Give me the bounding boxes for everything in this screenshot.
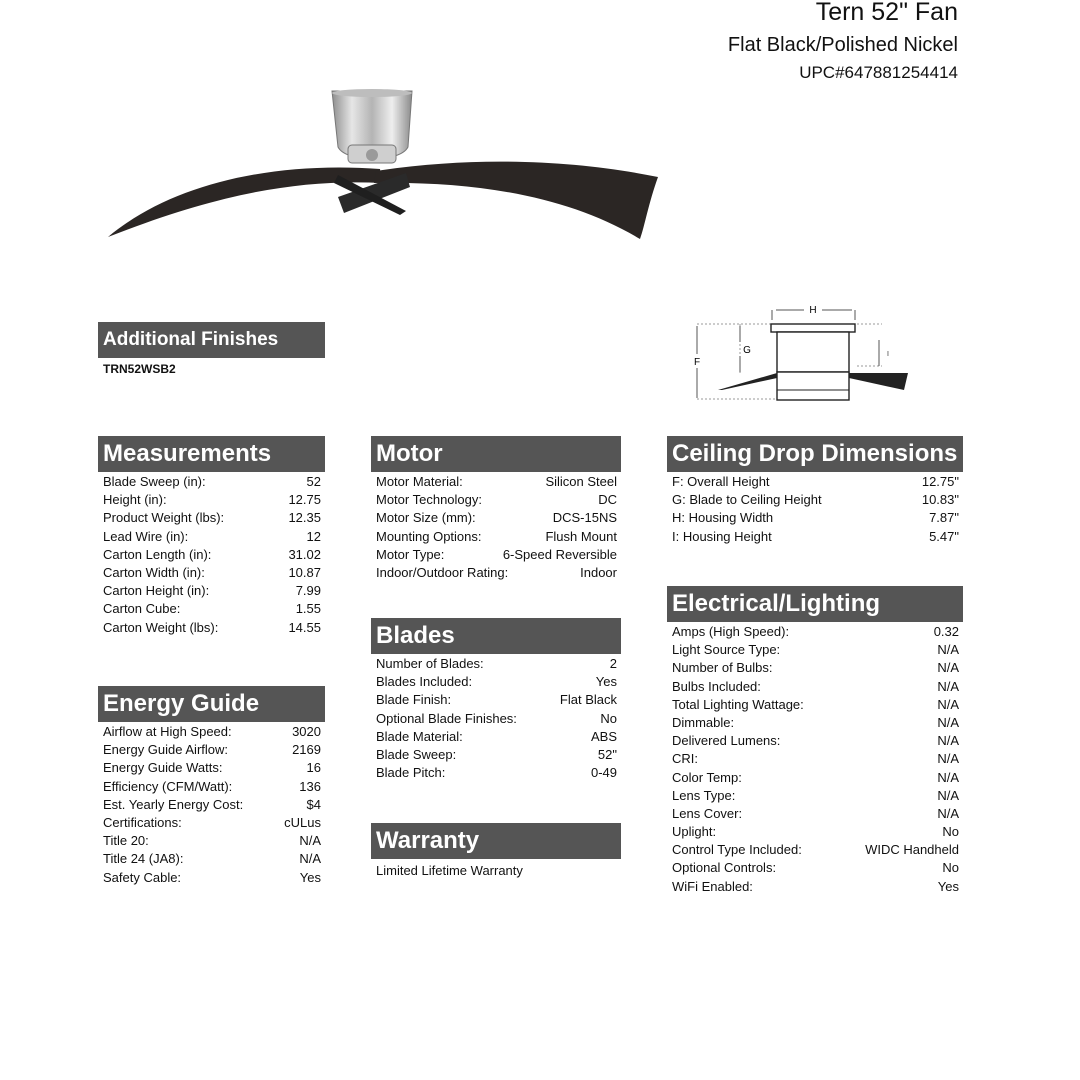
spec-row: [672, 473, 959, 491]
spec-row: [103, 759, 321, 777]
spec-row: [103, 619, 321, 637]
diagram-label-f: F: [693, 357, 701, 368]
spec-value: N/A: [937, 660, 959, 676]
motor-heading: Motor: [371, 436, 621, 472]
spec-value: 136: [299, 778, 321, 794]
diagram-label-i: I: [887, 351, 889, 358]
spec-value: DCS-15NS: [552, 510, 617, 526]
spec-row: [103, 723, 321, 741]
spec-value: N/A: [299, 851, 321, 867]
fan-blade-right: [374, 162, 658, 239]
spec-label: Blade Sweep:: [376, 746, 457, 762]
warranty-text: Limited Lifetime Warranty: [376, 863, 523, 878]
spec-row: [672, 805, 959, 823]
spec-label: Motor Technology:: [376, 492, 482, 508]
spec-value: Yes: [937, 878, 959, 894]
spec-value: No: [942, 824, 959, 840]
spec-value: 12.35: [288, 510, 321, 526]
spec-label: Product Weight (lbs):: [103, 510, 225, 526]
diagram-blade-left: [718, 373, 777, 390]
spec-row: [103, 473, 321, 491]
spec-value: 7.87": [929, 510, 959, 526]
spec-label: Number of Bulbs:: [672, 660, 773, 676]
spec-label: Energy Guide Airflow:: [103, 742, 229, 758]
electrical-lighting-section: [667, 586, 963, 896]
spec-row: [376, 655, 617, 673]
diagram-label-h: H: [809, 305, 817, 316]
spec-label: G: Blade to Ceiling Height: [672, 492, 822, 508]
spec-value: 31.02: [288, 546, 321, 562]
spec-label: Color Temp:: [672, 769, 742, 785]
spec-value: ABS: [590, 728, 617, 744]
spec-row: [103, 869, 321, 887]
spec-row: [103, 582, 321, 600]
spec-value: Silicon Steel: [545, 474, 617, 489]
spec-row: [376, 509, 617, 527]
spec-label: Blade Finish:: [376, 692, 452, 708]
spec-row: [103, 796, 321, 814]
spec-row: [672, 696, 959, 714]
spec-value: N/A: [937, 805, 959, 821]
spec-label: Blade Material:: [376, 728, 463, 744]
spec-value: DC: [598, 492, 617, 508]
spec-value: 7.99: [295, 583, 321, 599]
spec-value: N/A: [937, 787, 959, 803]
spec-value: N/A: [937, 733, 959, 749]
spec-label: Optional Controls:: [672, 860, 777, 876]
spec-row: [376, 564, 617, 582]
measurements-rows: [98, 473, 325, 637]
energy-guide-rows: [98, 723, 325, 887]
spec-label: Lens Cover:: [672, 805, 743, 821]
spec-value: 12.75": [921, 474, 959, 489]
spec-label: Total Lighting Wattage:: [672, 696, 804, 712]
spec-label: H: Housing Width: [672, 510, 774, 526]
additional-finishes-section: [98, 322, 325, 376]
spec-row: [103, 546, 321, 564]
spec-value: Flush Mount: [545, 528, 617, 544]
diagram-housing: [777, 332, 849, 372]
spec-label: Control Type Included:: [672, 842, 802, 858]
spec-row: [672, 823, 959, 841]
product-finish: Flat Black/Polished Nickel: [727, 34, 958, 56]
spec-label: Uplight:: [672, 824, 717, 840]
spec-value: $4: [306, 796, 321, 812]
ceiling-drop-section: [667, 436, 963, 546]
motor-rows: [371, 473, 621, 582]
spec-value: cULus: [284, 814, 321, 830]
spec-value: N/A: [937, 714, 959, 730]
spec-label: Dimmable:: [672, 714, 735, 730]
spec-row: [376, 473, 617, 491]
spec-row: [103, 814, 321, 832]
spec-value: 1.55: [295, 601, 321, 617]
spec-label: Lens Type:: [672, 787, 736, 803]
ceiling-drop-heading: Ceiling Drop Dimensions: [667, 436, 963, 472]
spec-label: Mounting Options:: [376, 528, 482, 544]
spec-row: [672, 841, 959, 859]
spec-row: [376, 528, 617, 546]
spec-label: Title 24 (JA8):: [103, 851, 184, 867]
spec-value: Yes: [595, 674, 617, 690]
spec-value: 0.32: [933, 624, 959, 639]
spec-label: Motor Size (mm):: [376, 510, 476, 526]
spec-row: [672, 750, 959, 768]
spec-row: [103, 741, 321, 759]
spec-label: Energy Guide Watts:: [103, 760, 223, 776]
spec-row: [672, 659, 959, 677]
spec-label: Carton Cube:: [103, 601, 181, 617]
spec-row: [103, 600, 321, 618]
fan-product-image: [100, 85, 662, 245]
spec-label: Airflow at High Speed:: [103, 724, 232, 739]
ceiling-drop-rows: [667, 473, 963, 546]
spec-row: [672, 641, 959, 659]
spec-label: Indoor/Outdoor Rating:: [376, 564, 509, 580]
energy-guide-section: [98, 686, 325, 887]
diagram-label-g: G: [743, 345, 751, 356]
product-upc: UPC#647881254414: [799, 63, 958, 82]
spec-row: [376, 746, 617, 764]
spec-value: 52": [597, 746, 617, 762]
spec-value: N/A: [937, 678, 959, 694]
spec-label: Amps (High Speed):: [672, 624, 790, 639]
spec-label: Light Source Type:: [672, 642, 781, 658]
spec-label: Number of Blades:: [376, 656, 484, 671]
spec-value: 10.87: [288, 564, 321, 580]
spec-value: Yes: [299, 869, 321, 885]
electrical-lighting-rows: [667, 623, 963, 896]
warranty-heading: Warranty: [371, 823, 621, 859]
spec-value: 12.75: [288, 492, 321, 508]
spec-row: [103, 850, 321, 868]
spec-label: Carton Height (in):: [103, 583, 210, 599]
spec-row: [376, 728, 617, 746]
spec-value: N/A: [937, 696, 959, 712]
spec-row: [672, 859, 959, 877]
spec-label: Blade Pitch:: [376, 765, 446, 781]
spec-value: 14.55: [288, 619, 321, 635]
spec-value: 2: [609, 656, 617, 671]
spec-row: [103, 564, 321, 582]
spec-row: [672, 491, 959, 509]
spec-row: [672, 787, 959, 805]
spec-value: No: [942, 860, 959, 876]
spec-value: 3020: [292, 724, 321, 739]
spec-label: Optional Blade Finishes:: [376, 710, 517, 726]
spec-row: [376, 673, 617, 691]
spec-row: [672, 623, 959, 641]
spec-label: Lead Wire (in):: [103, 528, 189, 544]
spec-row: [672, 714, 959, 732]
spec-value: 2169: [292, 742, 321, 758]
spec-label: Blade Sweep (in):: [103, 474, 206, 489]
spec-label: CRI:: [672, 751, 698, 767]
spec-row: [672, 528, 959, 546]
spec-label: Delivered Lumens:: [672, 733, 781, 749]
ceiling-drop-diagram: [692, 300, 916, 404]
spec-label: Certifications:: [103, 814, 182, 830]
spec-row: [672, 769, 959, 787]
spec-value: N/A: [937, 751, 959, 767]
spec-value: No: [600, 710, 617, 726]
additional-finish-code: TRN52WSB2: [103, 362, 176, 376]
spec-row: [672, 509, 959, 527]
spec-row: [672, 878, 959, 896]
motor-section: [371, 436, 621, 582]
spec-value: N/A: [937, 769, 959, 785]
spec-label: Est. Yearly Energy Cost:: [103, 796, 244, 812]
spec-row: [672, 678, 959, 696]
measurements-section: [98, 436, 325, 637]
spec-label: Blades Included:: [376, 674, 473, 690]
diagram-blade-right: [849, 373, 908, 390]
spec-row: [103, 491, 321, 509]
spec-label: Title 20:: [103, 833, 149, 849]
spec-value: Flat Black: [559, 692, 617, 708]
spec-value: 0-49: [590, 765, 617, 781]
spec-value: 10.83": [921, 492, 959, 508]
spec-label: Motor Material:: [376, 474, 463, 489]
spec-label: I: Housing Height: [672, 528, 772, 544]
spec-value: 12: [306, 528, 321, 544]
spec-label: Motor Type:: [376, 546, 445, 562]
blades-rows: [371, 655, 621, 782]
spec-label: Efficiency (CFM/Watt):: [103, 778, 233, 794]
spec-label: F: Overall Height: [672, 474, 770, 489]
additional-finishes-heading: Additional Finishes: [98, 322, 325, 358]
spec-label: Height (in):: [103, 492, 167, 508]
spec-label: Carton Width (in):: [103, 564, 205, 580]
energy-guide-heading: Energy Guide: [98, 686, 325, 722]
spec-row: [376, 764, 617, 782]
warranty-section: [371, 823, 621, 880]
diagram-canopy: [771, 324, 855, 332]
spec-value: 6-Speed Reversible: [502, 546, 617, 562]
blades-section: [371, 618, 621, 782]
product-title: Tern 52" Fan: [815, 0, 958, 26]
spec-label: Bulbs Included:: [672, 678, 761, 694]
electrical-lighting-heading: Electrical/Lighting: [667, 586, 963, 622]
spec-value: 52: [306, 474, 321, 489]
spec-row: [376, 546, 617, 564]
spec-row: [672, 732, 959, 750]
measurements-heading: Measurements: [98, 436, 325, 472]
spec-row: [376, 491, 617, 509]
spec-value: N/A: [937, 642, 959, 658]
spec-row: [103, 778, 321, 796]
spec-label: Carton Length (in):: [103, 546, 212, 562]
spec-label: WiFi Enabled:: [672, 878, 753, 894]
spec-value: Indoor: [580, 564, 617, 580]
spec-row: [376, 691, 617, 709]
spec-value: N/A: [299, 833, 321, 849]
spec-row: [103, 832, 321, 850]
spec-label: Carton Weight (lbs):: [103, 619, 219, 635]
spec-row: [103, 509, 321, 527]
blades-heading: Blades: [371, 618, 621, 654]
spec-row: [376, 710, 617, 728]
spec-value: 5.47": [929, 528, 959, 544]
spec-value: WIDC Handheld: [865, 842, 959, 858]
spec-value: 16: [306, 760, 321, 776]
spec-label: Safety Cable:: [103, 869, 182, 885]
spec-row: [103, 528, 321, 546]
